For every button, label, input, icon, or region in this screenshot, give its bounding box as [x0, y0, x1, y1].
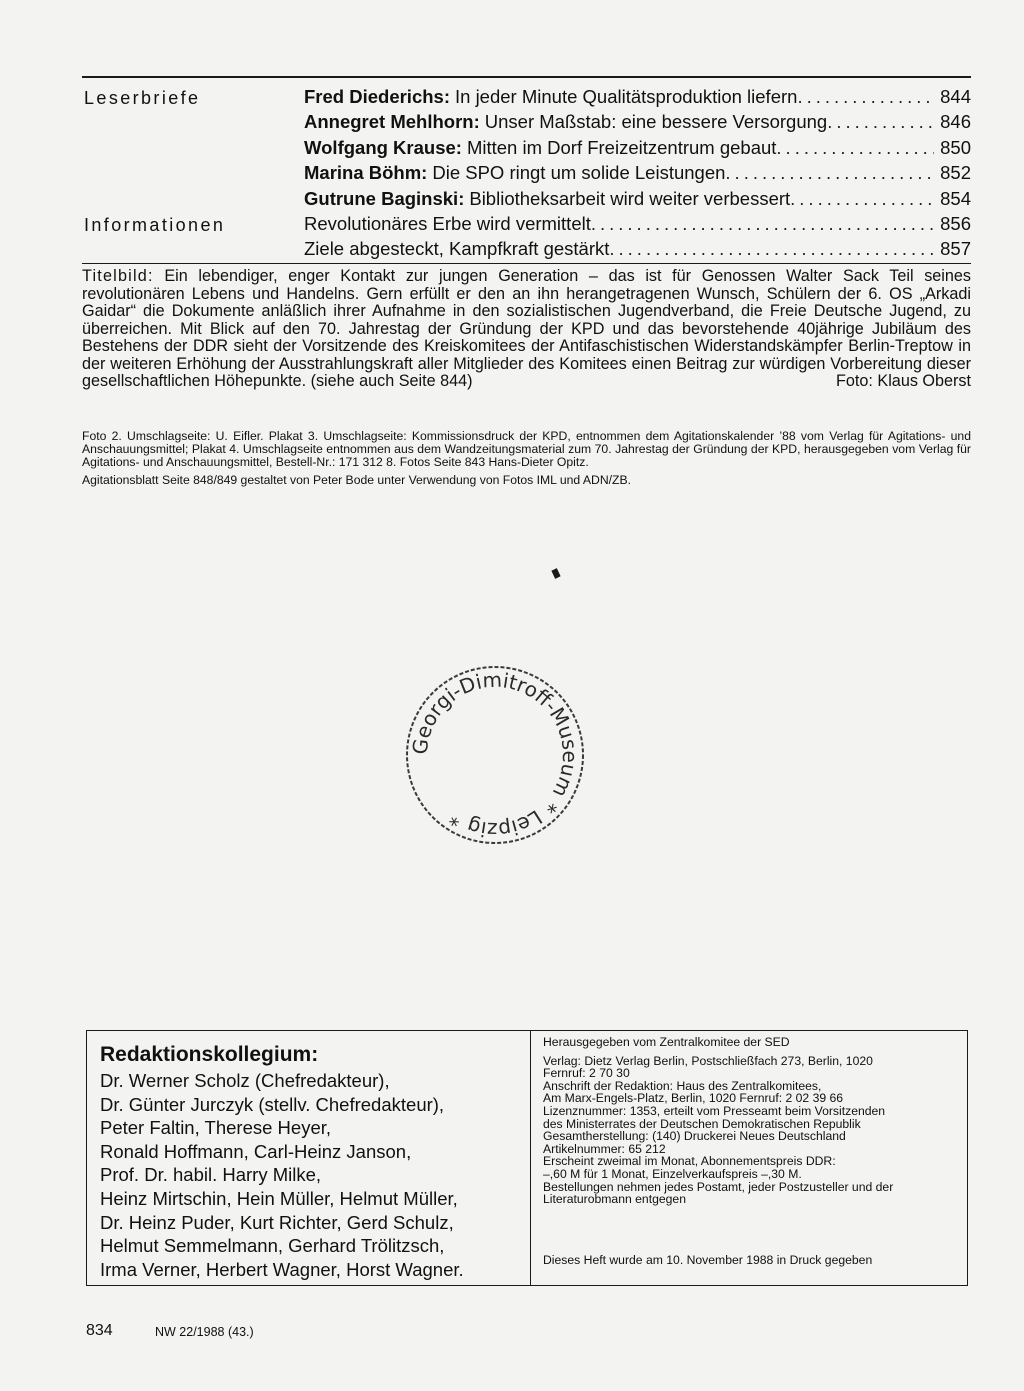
section-label-leserbriefe: Leserbriefe [84, 88, 201, 108]
publisher-line: Am Marx-Engels-Platz, Berlin, 1020 Fernruf: 2 02 39 66 [543, 1091, 844, 1106]
section-divider [82, 263, 971, 264]
publisher-line: Bestellungen nehmen jedes Postamt, jeder Postzusteller und der [543, 1179, 894, 1194]
photo-credit: Foto: Klaus Oberst [836, 372, 971, 390]
section-label-informationen: Informationen [84, 214, 226, 235]
leader-dots [725, 160, 934, 185]
toc-row [82, 84, 971, 109]
publisher-line: Lizenznummer: 1353, erteilt vom Presseamt beim Vorsitzenden [543, 1103, 886, 1118]
toc-title: Unser Maßstab: eine bessere Versorgung [484, 111, 828, 133]
toc-entry [304, 160, 971, 185]
toc-entry [304, 109, 971, 134]
credits-line: Foto 2. Umschlagseite: U. Eifler. Plakat 3. Umschlagseite: Kommissionsdruck der KPD, entnommen dem Agitationskalender ’88 vom Verlag für Agitations- und Anschauungsmittel; Plakat 4. Umschlagseite entnommen aus dem Wandzeitungsmaterial zum 70. Jahrestag der Gründung der KPD, herausgegeben vom Verlag für Agitations- und Anschauungsmittel, Bestell-Nr.: 171 312 8. Fotos Seite 843 Hans-Dieter Opitz. [82, 429, 971, 470]
editor-line: Dr. Heinz Puder, Kurt Richter, Gerd Schulz, [100, 1211, 454, 1233]
toc-page: 846 [940, 111, 971, 133]
toc-title: Bibliotheksarbeit wird weiter verbessert [469, 187, 791, 209]
caption-lead: Titelbild: [82, 267, 154, 285]
leader-dots [609, 236, 934, 261]
editor-line: Dr. Günter Jurczyk (stellv. Chefredakteur), [100, 1093, 445, 1115]
toc-row [82, 211, 971, 236]
toc-page: 844 [940, 86, 971, 107]
publisher-line: Artikelnummer: 65 212 [543, 1141, 666, 1156]
toc-row [82, 236, 971, 261]
leader-dots [827, 109, 934, 134]
publisher-line: Gesamtherstellung: (140) Druckerei Neues Deutschland [543, 1129, 846, 1144]
toc-author: Marina Böhm: [304, 162, 428, 184]
page-number: 834 [86, 1322, 113, 1339]
leader-dots [797, 84, 934, 109]
publisher-line: des Ministerrates der Deutschen Demokratischen Republik [543, 1116, 861, 1131]
toc-title: Ziele abgesteckt, Kampfkraft gestärkt [304, 238, 610, 260]
toc-title: In jeder Minute Qualitätsproduktion liefern [455, 86, 798, 107]
credits-line: Agitationsblatt Seite 848/849 gestaltet von Peter Bode unter Verwendung von Fotos IML und ADN/ZB. [82, 472, 632, 487]
editor-line: Prof. Dr. habil. Harry Milke, [100, 1164, 322, 1186]
toc-title: Revolutionäres Erbe wird vermittelt [304, 212, 591, 234]
leader-dots [790, 186, 934, 211]
toc-page: 854 [940, 187, 971, 209]
ink-mark [551, 568, 560, 579]
toc-author: Wolfgang Krause: [304, 136, 462, 158]
toc-author: Annegret Mehlhorn: [304, 111, 480, 133]
toc-page: 856 [940, 212, 971, 234]
toc-row [82, 160, 971, 185]
publisher-line: Fernruf: 2 70 30 [543, 1066, 630, 1081]
top-rule [82, 76, 971, 78]
editorial-title: Redaktionskollegium: [100, 1043, 319, 1066]
toc-entry [304, 211, 971, 236]
toc-entry [304, 186, 971, 211]
publisher-line: Erscheint zweimal im Monat, Abonnementspreis DDR: [543, 1154, 836, 1169]
image-credits [82, 430, 971, 487]
table-of-contents [82, 84, 971, 262]
toc-title: Mitten im Dorf Freizeitzentrum gebaut [466, 136, 777, 158]
editor-line: Dr. Werner Scholz (Chefredakteur), [100, 1070, 390, 1091]
publisher-line: Anschrift der Redaktion: Haus des Zentralkomitees, [543, 1078, 822, 1093]
toc-page: 852 [940, 162, 971, 184]
leader-dots [591, 211, 934, 236]
toc-row [82, 135, 971, 160]
stamp-text-path: Georgi-Dimitroff-Museum * Leipzig * [407, 667, 583, 843]
toc-row [82, 186, 971, 211]
imprint-box [86, 1030, 968, 1286]
caption-text: Ein lebendiger, enger Kontakt zur jungen Generation – das ist für Genossen Walter Sack Teil seines revolutionären Lebens und Handelns. Gern erfüllt er den an ihn herangetragenen Wunsch, Schülern der 6. OS „Arkadi Gaidar“ die Dokumente anläßlich ihrer Aufnahme in den sozialistischen Jugendverband, die Freie Deutsche Jugend, zu überreichen. Mit Blick auf den 70. Jahrestag der Gründung der KPD und das bevorstehende 40jährige Jubiläum des Bestehens der DDR sieht der Vorsitzende des Kreiskomitees der Antifaschistischen Widerstandskämpfer Berlin-Treptow in der weiteren Erhöhung der Ausstrahlungskraft aller Mitglieder des Komitees einen Beitrag zur würdigen Vorbereitung dieser gesellschaftlichen Höhepunkte. (siehe auch Seite 844) [82, 267, 972, 390]
editorial-names [100, 1069, 464, 1281]
toc-row [82, 109, 971, 134]
museum-stamp [400, 660, 590, 850]
cover-caption [82, 268, 971, 391]
publisher-line: Herausgegeben vom Zentralkomitee der SED [543, 1035, 790, 1049]
editor-line: Heinz Mirtschin, Hein Müller, Helmut Müller, [100, 1187, 458, 1209]
leader-dots [776, 135, 934, 160]
editor-line: Irma Verner, Herbert Wagner, Horst Wagner. [100, 1258, 464, 1280]
print-date: Dieses Heft wurde am 10. November 1988 in Druck gegeben [543, 1253, 873, 1267]
publisher-line: Verlag: Dietz Verlag Berlin, Postschließfach 273, Berlin, 1020 [543, 1053, 873, 1068]
toc-entry [304, 84, 971, 109]
toc-entry [304, 135, 971, 160]
toc-title: Die SPO ringt um solide Leistungen [432, 162, 726, 184]
publisher-info [543, 1036, 959, 1206]
toc-page: 857 [940, 238, 971, 260]
issue-number: NW 22/1988 (43.) [155, 1325, 254, 1339]
toc-entry [304, 236, 971, 261]
toc-page: 850 [940, 136, 971, 158]
editor-line: Helmut Semmelmann, Gerhard Trölitzsch, [100, 1235, 445, 1257]
publisher-line: Literaturobmann entgegen [543, 1192, 686, 1207]
editor-line: Ronald Hoffmann, Carl-Heinz Janson, [100, 1140, 412, 1162]
editorial-board [87, 1031, 531, 1285]
publisher-line: –,60 M für 1 Monat, Einzelverkaufspreis –,30 M. [543, 1166, 802, 1181]
editor-line: Peter Faltin, Therese Heyer, [100, 1117, 332, 1139]
toc-author: Gutrune Baginski: [304, 187, 465, 209]
toc-author: Fred Diederichs: [304, 86, 450, 107]
stamp-text [408, 668, 582, 842]
